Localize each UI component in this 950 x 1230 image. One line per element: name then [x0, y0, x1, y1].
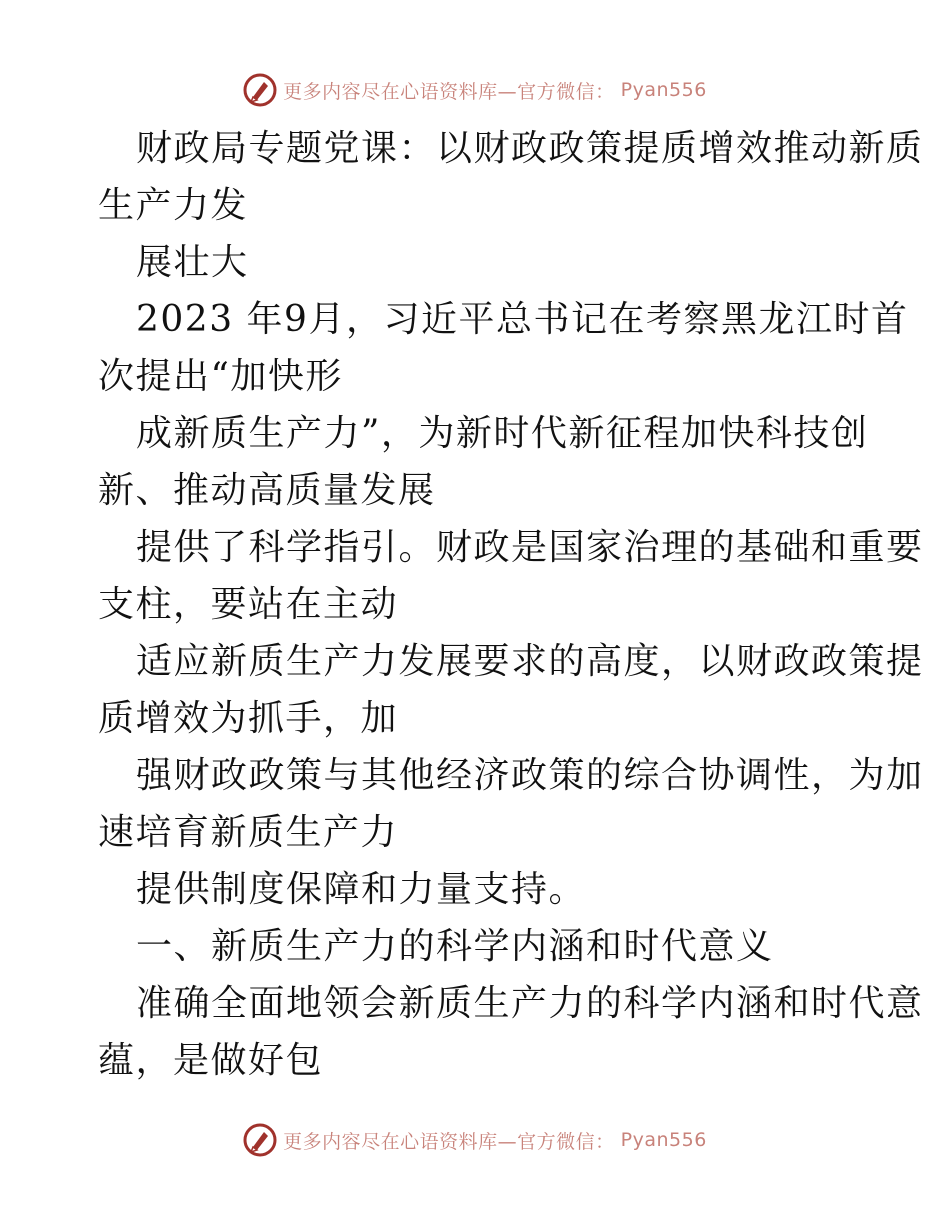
text-line: 支柱，要站在主动: [98, 584, 399, 625]
text-line: 生产力发: [98, 185, 249, 226]
text-line: 提供了科学指引。财政是国家治理的基础和重要: [136, 527, 924, 568]
watermark-account: Pyan556: [620, 79, 707, 101]
text-line: 强财政政策与其他经济政策的综合协调性，为加: [136, 755, 924, 796]
text-line: 蕴，是做好包: [98, 1040, 324, 1081]
text-line: 适应新质生产力发展要求的高度，以财政政策提: [136, 641, 924, 682]
watermark-text: 更多内容尽在心语资料库—官方微信：: [283, 80, 615, 103]
text-line: 次提出“加快形: [98, 356, 343, 397]
document-body: [98, 120, 924, 1089]
text-line: 质增效为抓手，加: [98, 698, 399, 739]
watermark-account: Pyan556: [620, 1129, 707, 1151]
text-line: 成新质生产力”，为新时代新征程加快科技创: [136, 413, 869, 454]
text-line: 展壮大: [136, 242, 249, 283]
pen-nib-logo-icon: [243, 73, 277, 107]
footer-watermark: [0, 1120, 950, 1160]
text-line: 2023 年9月，习近平总书记在考察黑龙江时首: [136, 299, 909, 340]
text-line: 提供制度保障和力量支持。: [136, 869, 587, 910]
pen-nib-logo-icon: [243, 1123, 277, 1157]
text-line: 财政局专题党课：以财政政策提质增效推动新质: [136, 128, 924, 169]
text-line: 速培育新质生产力: [98, 812, 399, 853]
text-line: 一、新质生产力的科学内涵和时代意义: [136, 926, 774, 967]
watermark-text: 更多内容尽在心语资料库—官方微信：: [283, 1130, 615, 1153]
text-line: 新、推动高质量发展: [98, 470, 436, 511]
header-watermark: [0, 70, 950, 110]
text-line: 准确全面地领会新质生产力的科学内涵和时代意: [136, 983, 924, 1024]
